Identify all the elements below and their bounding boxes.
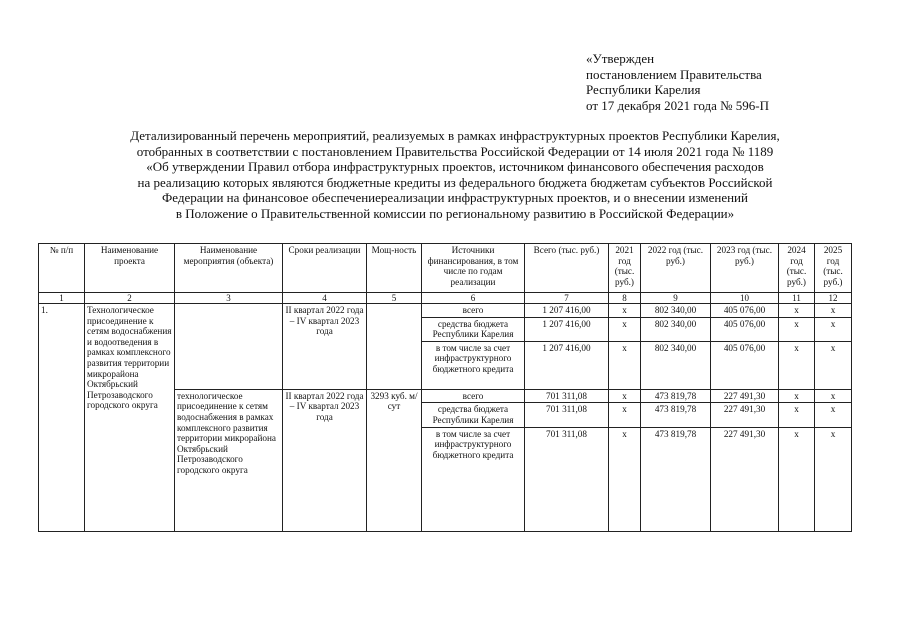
col-header-number: № п/п bbox=[39, 244, 85, 293]
source-cell: в том числе за счет инфраструктурного бюджетного кредита bbox=[422, 341, 525, 389]
year-cell: 473 819,78 bbox=[641, 389, 711, 403]
project-capacity-empty bbox=[367, 304, 422, 390]
activity-period: II квартал 2022 года – IV квартал 2023 года bbox=[283, 389, 367, 531]
col-number: 12 bbox=[815, 293, 852, 304]
approval-stamp bbox=[586, 51, 769, 113]
source-cell: средства бюджета Республики Карелия bbox=[422, 403, 525, 427]
year-cell: х bbox=[815, 304, 852, 318]
source-cell: средства бюджета Республики Карелия bbox=[422, 317, 525, 341]
col-number: 1 bbox=[39, 293, 85, 304]
col-header-source: Источники финансирования, в том числе по годам реализации bbox=[422, 244, 525, 293]
col-number: 6 bbox=[422, 293, 525, 304]
year-cell: х bbox=[609, 403, 641, 427]
project-number: 1. bbox=[39, 304, 85, 532]
project-activity-empty bbox=[175, 304, 283, 390]
activity-name: технологическое присоединение к сетям водоснабжения в рамках комплексного развития территории микрорайона Октябрьский Петрозаводского городского округа bbox=[175, 389, 283, 531]
approval-line: от 17 декабря 2021 года № 596-П bbox=[586, 97, 770, 113]
year-cell: х bbox=[779, 427, 815, 531]
year-cell: 802 340,00 bbox=[641, 304, 711, 318]
year-cell: 802 340,00 bbox=[641, 317, 711, 341]
col-header-2025: 2025 год (тыс. руб.) bbox=[815, 244, 852, 293]
title-line: отобранных в соответствии с постановлением Правительства Российской Федерации от 14 июля 2021 года № 1189 bbox=[136, 143, 774, 159]
year-cell: х bbox=[779, 403, 815, 427]
col-number: 9 bbox=[641, 293, 711, 304]
col-number: 11 bbox=[779, 293, 815, 304]
col-number: 2 bbox=[85, 293, 175, 304]
col-number: 3 bbox=[175, 293, 283, 304]
title-line: в Положение о Правительственной комиссии по региональному развитию в Российской Федерации» bbox=[175, 205, 735, 221]
year-cell: х bbox=[609, 304, 641, 318]
source-cell: всего bbox=[422, 304, 525, 318]
col-number: 10 bbox=[711, 293, 779, 304]
col-number: 7 bbox=[525, 293, 609, 304]
col-header-project: Наименование проекта bbox=[85, 244, 175, 293]
year-cell: 473 819,78 bbox=[641, 403, 711, 427]
total-cell: 701 311,08 bbox=[525, 403, 609, 427]
source-cell: всего bbox=[422, 389, 525, 403]
year-cell: х bbox=[609, 389, 641, 403]
year-cell: х bbox=[779, 341, 815, 389]
year-cell: х bbox=[815, 427, 852, 531]
col-header-activity: Наименование мероприятия (объекта) bbox=[175, 244, 283, 293]
col-header-2021: 2021 год (тыс. руб.) bbox=[609, 244, 641, 293]
col-header-2022: 2022 год (тыс. руб.) bbox=[641, 244, 711, 293]
year-cell: х bbox=[815, 403, 852, 427]
title-line: «Об утверждении Правил отбора инфраструктурных проектов, источником финансового обеспечения расходов bbox=[146, 159, 764, 174]
total-cell: 1 207 416,00 bbox=[525, 317, 609, 341]
year-cell: 227 491,30 bbox=[711, 389, 779, 403]
activities-table bbox=[38, 243, 852, 532]
year-cell: х bbox=[609, 427, 641, 531]
col-number: 5 bbox=[367, 293, 422, 304]
col-header-2024: 2024 год (тыс. руб.) bbox=[779, 244, 815, 293]
year-cell: 405 076,00 bbox=[711, 304, 779, 318]
year-cell: 405 076,00 bbox=[711, 317, 779, 341]
year-cell: 405 076,00 bbox=[711, 341, 779, 389]
title-line: Детализированный перечень мероприятий, реализуемых в рамках инфраструктурных проектов Республики Карелия, bbox=[130, 128, 780, 143]
col-number: 8 bbox=[609, 293, 641, 304]
approval-line: Республики Карелия bbox=[586, 82, 701, 97]
year-cell: х bbox=[815, 341, 852, 389]
year-cell: х bbox=[815, 317, 852, 341]
column-number-row bbox=[39, 293, 852, 304]
project-name: Технологическое присоединение к сетям водоснабжения и водоотведения в рамках комплексного развития территории микрорайона Октябрьский Петрозаводского городского округа bbox=[85, 304, 175, 532]
year-cell: х bbox=[815, 389, 852, 403]
year-cell: х bbox=[609, 317, 641, 341]
table-row bbox=[39, 304, 852, 318]
activity-capacity: 3293 куб. м/сут bbox=[367, 389, 422, 531]
year-cell: 227 491,30 bbox=[711, 427, 779, 531]
year-cell: 802 340,00 bbox=[641, 341, 711, 389]
source-cell: в том числе за счет инфраструктурного бюджетного кредита bbox=[422, 427, 525, 531]
year-cell: х bbox=[779, 389, 815, 403]
project-period: II квартал 2022 года – IV квартал 2023 года bbox=[283, 304, 367, 390]
title-line: Федерации на финансовое обеспечениереализации инфраструктурных проектов, и о внесении изменений bbox=[162, 190, 748, 205]
total-cell: 701 311,08 bbox=[525, 389, 609, 403]
title-line: на реализацию которых являются бюджетные кредиты из федерального бюджета бюджетам субъектов Российской bbox=[137, 174, 773, 190]
total-cell: 1 207 416,00 bbox=[525, 341, 609, 389]
approval-line: «Утвержден bbox=[586, 51, 655, 66]
approval-line: постановлением Правительства bbox=[586, 66, 762, 82]
col-header-2023: 2023 год (тыс. руб.) bbox=[711, 244, 779, 293]
col-header-period: Сроки реализации bbox=[283, 244, 367, 293]
year-cell: х bbox=[779, 304, 815, 318]
col-number: 4 bbox=[283, 293, 367, 304]
header-row bbox=[39, 244, 852, 293]
document-title bbox=[100, 128, 810, 221]
col-header-total: Всего (тыс. руб.) bbox=[525, 244, 609, 293]
total-cell: 701 311,08 bbox=[525, 427, 609, 531]
col-header-capacity: Мощ-ность bbox=[367, 244, 422, 293]
year-cell: 473 819,78 bbox=[641, 427, 711, 531]
year-cell: 227 491,30 bbox=[711, 403, 779, 427]
total-cell: 1 207 416,00 bbox=[525, 304, 609, 318]
year-cell: х bbox=[609, 341, 641, 389]
year-cell: х bbox=[779, 317, 815, 341]
